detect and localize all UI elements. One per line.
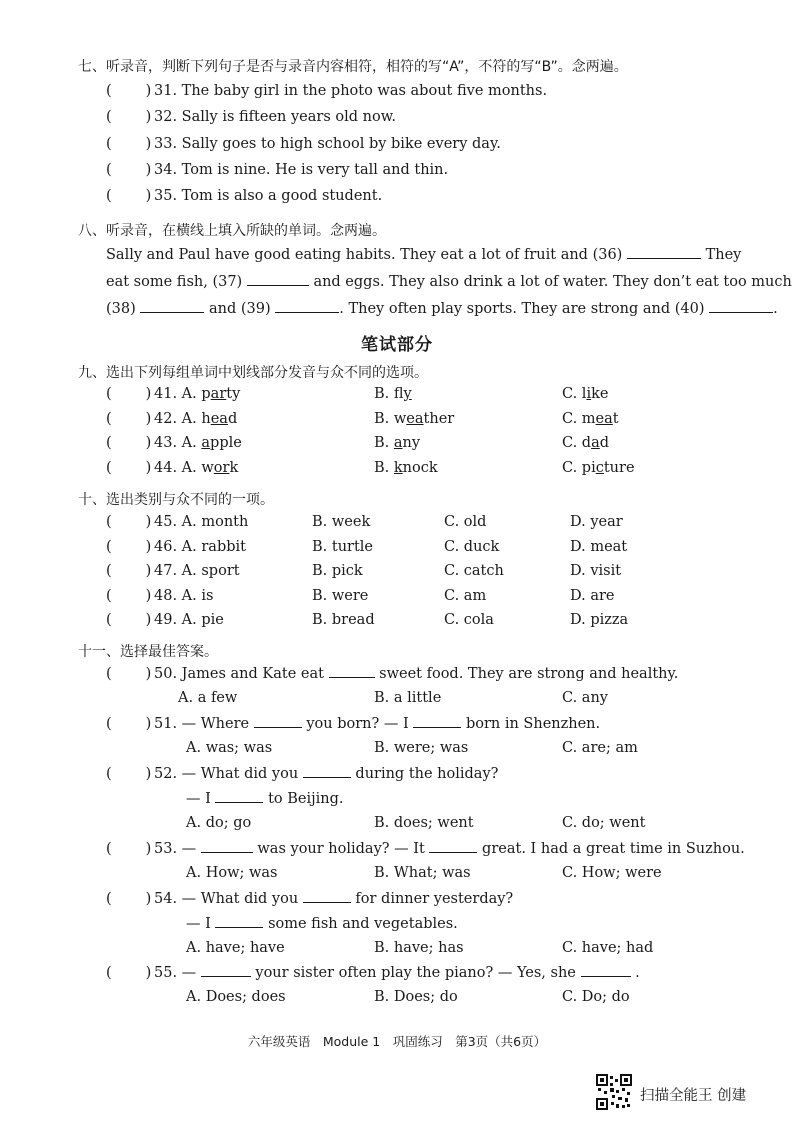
bracket-open: ( [106,716,112,732]
answer-blank[interactable] [581,964,631,977]
passage-text: and eggs. They also drink a lot of water. They don’t eat too much [313,274,792,290]
passage-text: . They often play sports. They are strong and (40) [339,301,705,317]
passage-text: eat some fish, (37) [106,274,243,290]
bracket-open: ( [106,666,112,682]
passage-text: . [773,301,778,317]
word-part: ke [591,386,609,402]
bracket-open: ( [106,109,112,126]
answer-blank[interactable] [303,890,351,903]
underlined-letters: y [403,386,412,402]
option-letter: B. [374,435,394,452]
answer-bracket[interactable] [106,841,154,857]
option-letter: C. [562,435,582,452]
question-text: — I [383,716,409,732]
option-a[interactable]: A. sport [181,563,240,579]
scanner-brand: 扫描全能王 创建 [640,1088,747,1104]
underlined-letters: i [586,386,592,402]
option-b[interactable] [374,460,438,476]
option-d[interactable]: D. visit [570,563,622,579]
question-text: — I [186,791,211,807]
bracket-open: ( [106,188,112,205]
question-text: James and Kate eat [181,666,324,682]
underlined-letters: ar [210,386,227,402]
question-text: Tom is also a good student. [181,188,383,205]
word-part: ty [226,386,241,402]
question-number: 45. [154,514,178,530]
option-b[interactable]: B. does; went [374,815,474,831]
question-row-54 [106,890,513,907]
bracket-close: ) [145,83,152,99]
question-row-53 [106,840,745,857]
bracket-open: ( [106,514,112,530]
question-row-35 [106,188,382,204]
bracket-close: ) [145,386,152,402]
word-part: pi [581,460,596,477]
answer-bracket[interactable] [106,716,154,732]
bracket-open: ( [106,83,112,99]
answer-blank[interactable] [429,840,477,853]
answer-bracket[interactable] [106,612,154,628]
bracket-close: ) [145,891,152,907]
option-b[interactable] [374,386,412,402]
question-number: 42. [154,410,178,427]
answer-blank[interactable] [201,840,253,853]
bracket-open: ( [106,563,112,579]
bracket-open: ( [106,460,112,477]
bracket-open: ( [106,435,112,452]
bracket-open: ( [106,841,112,857]
question-text: great. I had a great time in Suzhou. [482,841,745,857]
question-row-41 [106,386,240,402]
question-text: was your holiday? [257,841,390,857]
underlined-letters: a [201,435,211,452]
question-text: — What did you [181,766,299,782]
question-row-42 [106,411,237,427]
page-footer: 六年级英语 Module 1 巩固练习 第3页（共6页） [247,1034,547,1049]
bracket-close: ) [145,188,152,205]
bracket-close: ) [145,410,152,427]
word-part: ture [603,460,635,477]
answer-bracket[interactable] [106,666,154,682]
answer-blank[interactable] [201,964,251,977]
answer-blank[interactable] [303,765,351,778]
word-part: p [201,386,211,402]
question-row-50 [106,665,678,682]
underlined-letters: k [393,460,403,477]
option-a[interactable]: A. do; go [186,815,252,831]
bracket-close: ) [145,135,152,152]
section-10-heading: 十、选出类别与众不同的一项。 [78,492,274,508]
bracket-open: ( [106,410,112,427]
question-number: 44. [154,460,178,477]
bracket-open: ( [106,161,112,178]
option-d[interactable]: D. meat [570,538,628,555]
option-b[interactable]: B. a little [374,690,442,706]
option-d[interactable]: D. pizza [570,612,629,628]
option-c[interactable] [562,411,619,427]
answer-blank[interactable] [215,915,263,928]
option-c[interactable]: C. do; went [562,815,646,831]
option-a[interactable]: A. How; was [186,865,278,881]
option-b[interactable]: B. were; was [374,740,469,756]
word-part: pple [210,435,242,452]
question-text: sweet food. They are strong and healthy. [379,666,679,682]
bracket-open: ( [106,612,112,628]
answer-bracket[interactable] [106,766,154,782]
underlined-letters: ea [406,410,424,427]
option-c[interactable] [562,460,635,476]
question-row-52 [106,765,498,782]
question-text: you born? [306,716,380,732]
answer-blank[interactable] [215,790,263,803]
underlined-letters: c [595,460,604,477]
blank-36[interactable] [627,246,701,259]
word-part: h [201,410,211,427]
answer-bracket[interactable] [106,109,154,125]
bracket-close: ) [145,538,152,555]
underlined-letters: ea [210,410,228,427]
answer-bracket[interactable] [106,83,154,99]
question-row-47 [106,563,240,579]
answer-blank[interactable] [413,715,461,728]
answer-bracket[interactable] [106,460,154,476]
word-part: d [599,435,610,452]
bracket-close: ) [145,161,152,178]
option-a[interactable] [182,386,241,402]
question-text: your sister often play the piano? [255,965,494,981]
question-number: 49. [154,612,178,628]
bracket-open: ( [106,891,112,907]
passage-line-3 [106,300,778,317]
option-b[interactable]: B. turtle [312,538,374,555]
answer-bracket[interactable] [106,411,154,427]
bracket-close: ) [145,666,152,682]
option-c[interactable]: C. am [444,587,487,604]
question-row-46 [106,539,246,555]
option-b[interactable]: B. Does; do [374,989,458,1005]
option-letter: C. [562,410,582,427]
question-row-34 [106,162,448,178]
question-number: 51. [154,716,178,732]
option-letter: A. [181,386,202,402]
bracket-open: ( [106,965,112,981]
bracket-open: ( [106,587,112,604]
question-number: 47. [154,563,178,579]
word-part: m [581,410,596,427]
option-c[interactable] [562,435,609,451]
question-number: 34. [154,161,178,178]
answer-bracket[interactable] [106,563,154,579]
answer-bracket[interactable] [106,162,154,178]
answer-bracket[interactable] [106,965,154,981]
option-c[interactable]: C. old [444,514,487,530]
passage-text: They [705,247,742,263]
option-b[interactable]: B. have; has [374,940,464,956]
answer-blank[interactable] [329,665,375,678]
option-a[interactable]: A. Does; does [186,989,286,1005]
bracket-close: ) [145,109,152,126]
question-number: 54. [154,891,178,907]
option-c[interactable]: C. catch [444,563,504,579]
question-row-31 [106,83,547,99]
bracket-close: ) [145,563,152,579]
section-9-heading: 九、选出下列每组单词中划线部分发音与众不同的选项。 [78,365,428,381]
option-a[interactable] [182,435,242,451]
word-part: l [581,386,587,402]
question-number: 46. [154,538,178,555]
question-text: — Yes, she [497,965,576,981]
question-number: 50. [154,666,178,682]
option-letter: B. [374,410,394,427]
bracket-close: ) [145,766,152,782]
option-a[interactable]: A. pie [181,612,224,628]
reply-line [186,915,458,932]
answer-bracket[interactable] [106,386,154,402]
word-part: nock [402,460,438,477]
question-text: — What did you [181,891,299,907]
underlined-letters: or [213,460,230,477]
bracket-close: ) [145,716,152,732]
option-b[interactable]: B. bread [312,612,375,628]
answer-bracket[interactable] [106,539,154,555]
option-letter: C. [562,460,582,477]
question-text: for dinner yesterday? [355,891,514,907]
word-part: ther [423,410,455,427]
underlined-letters: a [591,435,600,452]
question-text: during the holiday? [355,766,499,782]
bracket-close: ) [145,587,152,604]
word-part: d [581,435,592,452]
bracket-close: ) [145,612,152,628]
passage-line-2 [106,273,792,290]
option-a[interactable] [182,460,239,476]
question-row-51 [106,715,600,732]
word-part: d [227,410,238,427]
blank-39[interactable] [275,300,339,313]
question-text: The baby girl in the photo was about five months. [181,83,548,99]
question-number: 31. [154,83,178,99]
reply-line [186,790,343,807]
bracket-close: ) [145,435,152,452]
written-part-title: 笔试部分 [361,335,433,355]
question-text: — [181,841,197,857]
question-text: some fish and vegetables. [268,916,458,932]
passage-text: Sally and Paul have good eating habits. They eat a lot of fruit and (36) [106,247,623,263]
question-number: 48. [154,587,178,604]
question-text: Sally is fifteen years old now. [181,109,397,126]
question-number: 33. [154,135,178,152]
option-a[interactable]: A. a few [178,690,238,706]
option-letter: B. [374,460,394,477]
answer-bracket[interactable] [106,891,154,907]
option-d[interactable]: D. are [570,587,615,604]
bracket-close: ) [145,841,152,857]
word-part: w [393,410,407,427]
question-text: Sally goes to high school by bike every day. [181,135,501,152]
bracket-open: ( [106,386,112,402]
question-text: — [181,965,197,981]
bracket-open: ( [106,135,112,152]
option-letter: A. [181,460,202,477]
option-b[interactable]: B. week [312,514,371,530]
bracket-close: ) [145,965,152,981]
question-number: 32. [154,109,178,126]
question-text: — It [394,841,425,857]
option-c[interactable]: C. have; had [562,940,654,956]
option-c[interactable]: C. duck [444,538,500,555]
option-c[interactable]: C. any [562,690,608,706]
question-number: 35. [154,188,178,205]
question-number: 55. [154,965,178,981]
question-text: . [635,965,640,981]
option-a[interactable]: A. rabbit [181,538,246,555]
word-part: t [612,410,619,427]
blank-40[interactable] [709,300,773,313]
qr-code-icon [596,1074,632,1110]
option-c[interactable]: C. How; were [562,865,662,881]
option-a[interactable]: A. was; was [186,740,273,756]
word-part: fl [393,386,404,402]
answer-bracket[interactable] [106,514,154,530]
bracket-close: ) [145,460,152,477]
answer-blank[interactable] [254,715,302,728]
question-row-45 [106,514,248,530]
option-b[interactable]: B. pick [312,563,363,579]
answer-bracket[interactable] [106,136,154,152]
question-number: 41. [154,386,178,402]
bracket-open: ( [106,538,112,555]
question-row-32 [106,109,396,125]
underlined-letters: ea [595,410,613,427]
option-a[interactable] [182,411,238,427]
question-number: 53. [154,841,178,857]
option-letter: C. [562,386,582,402]
section-8-heading: 八、听录音，在横线上填入所缺的单词。念两遍。 [78,223,386,239]
word-part: ny [402,435,421,452]
question-text: Tom is nine. He is very tall and thin. [181,161,449,178]
answer-bracket[interactable] [106,188,154,204]
question-row-44 [106,460,238,476]
passage-line-1 [106,246,741,263]
option-c[interactable]: C. are; am [562,740,638,756]
question-number: 43. [154,435,178,452]
option-letter: B. [374,386,394,402]
question-row-43 [106,435,242,451]
option-c[interactable] [562,386,608,402]
bracket-close: ) [145,514,152,530]
question-row-33 [106,136,501,152]
option-b[interactable] [374,411,454,427]
option-a[interactable]: A. is [181,587,214,604]
blank-38[interactable] [140,300,204,313]
question-row-48 [106,588,213,604]
question-text: — I [186,916,211,932]
blank-37[interactable] [247,273,309,286]
passage-text: (38) [106,301,136,317]
question-text: — Where [181,716,250,732]
word-part: w [201,460,214,477]
underlined-letters: a [393,435,403,452]
question-number: 52. [154,766,178,782]
option-letter: A. [181,410,202,427]
option-c[interactable]: C. cola [444,612,494,628]
question-text: born in Shenzhen. [465,716,601,732]
answer-bracket[interactable] [106,435,154,451]
question-row-55 [106,964,640,981]
option-c[interactable]: C. Do; do [562,989,630,1005]
option-a[interactable]: A. month [181,514,249,530]
option-b[interactable]: B. were [312,587,369,604]
answer-bracket[interactable] [106,588,154,604]
question-text: to Beijing. [268,791,344,807]
option-letter: A. [181,435,202,452]
option-b[interactable]: B. What; was [374,865,471,881]
bracket-open: ( [106,766,112,782]
word-part: k [229,460,239,477]
option-b[interactable] [374,435,420,451]
question-row-49 [106,612,224,628]
option-d[interactable]: D. year [570,514,623,530]
passage-text: and (39) [208,301,271,317]
option-a[interactable]: A. have; have [186,940,285,956]
section-7-heading: 七、听录音，判断下列句子是否与录音内容相符，相符的写“A”，不符的写“B”。念两遍。 [78,59,628,75]
section-11-heading: 十一、选择最佳答案。 [78,644,218,660]
